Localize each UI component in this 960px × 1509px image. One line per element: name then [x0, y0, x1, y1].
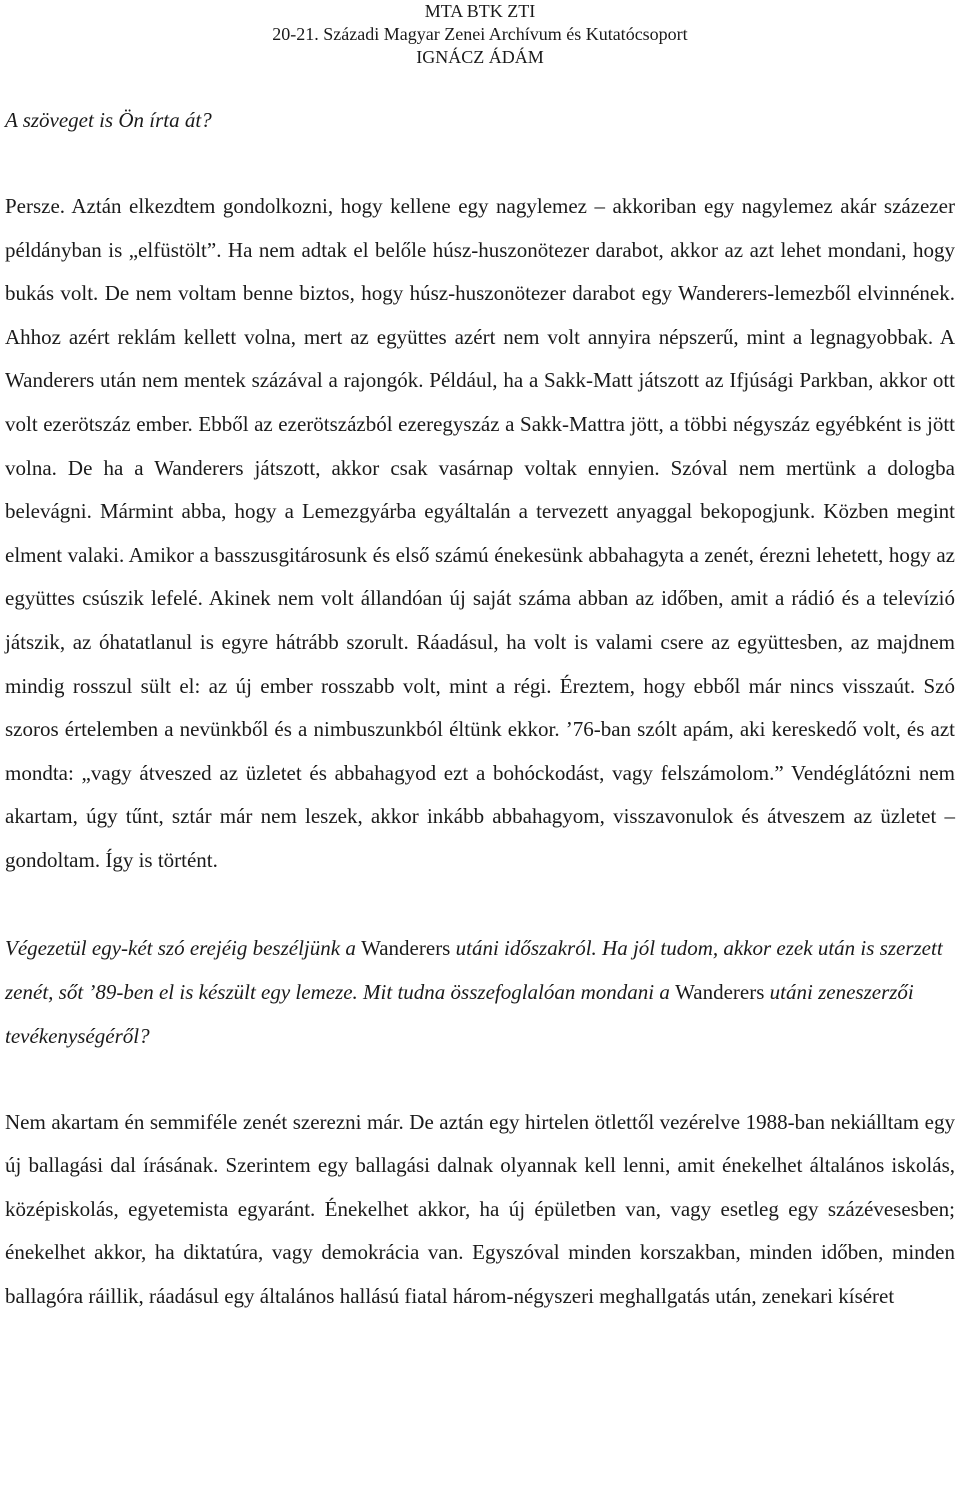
- question-2-part-2: utáni időszakról. Ha jól tudom, akkor ezek után is szerzett zenét, sőt ’89-ben el is készült egy lemeze. Mit tudna összefoglalóan mondani a: [5, 935, 943, 1004]
- header-archive: 20-21. Századi Magyar Zenei Archívum és Kutatócsoport: [272, 24, 688, 44]
- page-header: [5, 0, 955, 69]
- interview-question-2: [5, 926, 955, 1058]
- header-author: IGNÁCZ ÁDÁM: [416, 47, 544, 67]
- header-institution: MTA BTK ZTI: [424, 1, 536, 21]
- question-2-part-3: utáni zeneszerzői tevékenységéről?: [5, 979, 914, 1048]
- question-2-part-1: Végezetül egy-két szó erejéig beszéljünk a: [5, 935, 362, 960]
- interview-answer-1: Persze. Aztán elkezdtem gondolkozni, hogy kellene egy nagylemez – akkoriban egy nagylemez akár százezer példányban is „elfüstölt”. Ha nem adtak el belőle húsz-huszonötezer darabot, akkor az azt lehet mondani, hogy bukás volt. De nem voltam benne biztos, hogy húsz-huszonötezer darabot egy Wanderers-lemezből elvinnének. Ahhoz azért reklám kellett volna, mert az együttes azért nem volt annyira népszerű, mint a legnagyobbak. A Wanderers után nem mentek százával a rajongók. Például, ha a Sakk-Matt játszott az Ifjúsági Parkban, akkor ott volt ezerötszáz ember. Ebből az ezerötszázból ezeregyszáz a Sakk-Mattra jött, a többi négyszáz egyébként is jött volna. De ha a Wanderers játszott, akkor csak vasárnap voltak ennyien. Szóval nem mertünk a dologba belevágni. Mármint abba, hogy a Lemezgyárba egyáltalán a tervezett anyaggal bekopogjunk. Közben megint elment valaki. Amikor a basszusgitárosunk és első számú énekesünk abbahagyta a zenét, érezni lehetett, hogy az együttes csúszik lefelé. Akinek nem volt állandóan új saját száma abban az időben, amit a rádió és a televízió játszik, az óhatatlanul is egyre hátrább szorult. Ráadásul, ha volt is valami csere az együttesben, az majdnem mindig rosszul sült el: az új ember rosszabb volt, mint a régi. Éreztem, hogy ebből már nincs visszaút. Szó szoros értelemben a nevünkből és a nimbuszunkból éltünk ekkor. ’76-ban szólt apám, aki kereskedő volt, és azt mondta: „vagy átveszed az üzletet és abbahagyod ezt a bohóckodást, vagy felszámolom.” Vendéglátózni nem akartam, úgy tűnt, sztár már nem leszek, akkor inkább abbahagyom, visszavonulok és átveszem az üzletet – gondoltam. Így is történt.: [5, 194, 955, 872]
- band-name: Wanderers: [361, 935, 451, 960]
- interview-answer-2: Nem akartam én semmiféle zenét szerezni már. De aztán egy hirtelen ötlettől vezérelve 1988-ban nekiálltam egy új ballagási dal írásának. Szerintem egy ballagási dalnak olyannak kell lenni, amit énekelhet általános iskolás, középiskolás, egyetemista egyaránt. Énekelhet akkor, ha új épületben van, vagy esetleg egy százévesesben; énekelhet akkor, ha diktatúra, vagy demokrácia van. Egyszóval minden korszakban, minden időben, minden ballagóra ráillik, ráadásul egy általános hallású fiatal három-négyszeri meghallgatás után, zenekari kíséret: [5, 1109, 955, 1308]
- band-name: Wanderers: [675, 979, 765, 1004]
- interview-question-1: A szöveget is Ön írta át?: [5, 108, 212, 132]
